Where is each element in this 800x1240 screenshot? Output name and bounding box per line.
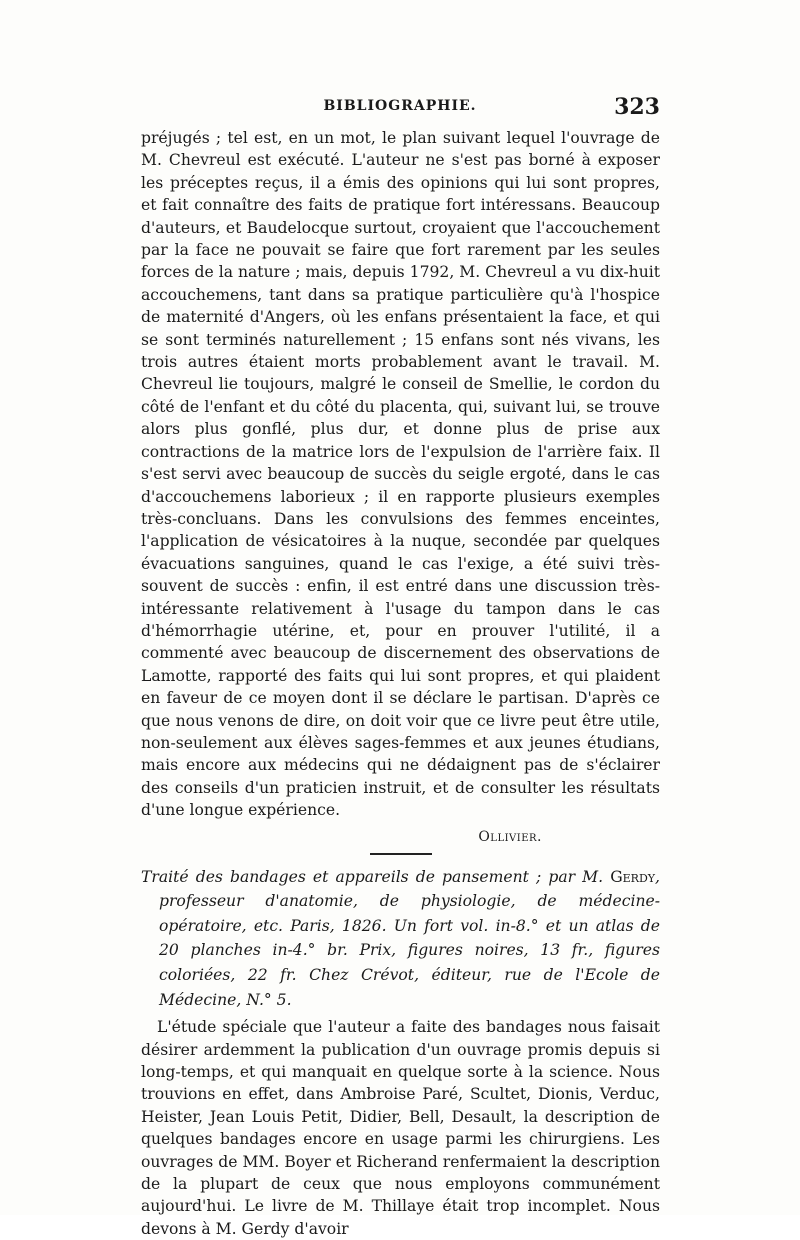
review-signature: Ollivier. bbox=[478, 828, 542, 845]
page-number: 323 bbox=[614, 94, 660, 120]
review-paragraph: L'étude spéciale que l'auteur a faite des bandages nous faisait désirer ardemment la publication d'un ouvrage promis depuis si long-temps, et qui manquait en quelque sorte à la science. Nous trouvions en effet, dans Ambroise Paré, Scultet, Dionis, Verduc, Heister, Jean Louis Petit, Didier, Bell, Desault, la description de quelques bandages encore en usage parmi les chirurgiens. Les ouvrages de MM. Boyer et Richerand renfermaient la description de la plupart de ceux que nous employons communément aujourd'hui. Le livre de M. Thillaye était trop incomplet. Nous devons à M. Gerdy d'avoir bbox=[141, 1018, 660, 1238]
citation-details: , professeur d'anatomie, de physiologie, de médecine-opératoire, etc. Paris, 1826. Un fort vol. in-8.° et un atlas de 20 planches in-4.° br. Prix, figures noires, 13 fr., figures coloriées, 22 fr. Chez Crévot, éditeur, rue de l'Ecole de Médecine, N.° 5. bbox=[159, 867, 661, 1009]
running-head: BIBLIOGRAPHIE. bbox=[323, 98, 477, 114]
citation-title: Traité des bandages et appareils de pansement ; par M. bbox=[141, 867, 604, 886]
review-paragraph: préjugés ; tel est, en un mot, le plan suivant lequel l'ouvrage de M. Chevreul est exécuté. L'auteur ne s'est pas borné à exposer les préceptes reçus, il a émis des opinions qui lui sont propres, et fait connaître des faits de pratique fort intéressans. Beaucoup d'auteurs, et Baudelocque surtout, croyaient que l'accouchement par la face ne pouvait se faire que fort rarement par les seules forces de la nature ; mais, depuis 1792, M. Chevreul a vu dix-huit accouchemens, tant dans sa pratique particulière qu'à l'hospice de maternité d'Angers, où les enfans présentaient la face, et qui se sont terminés naturellement ; 15 enfans sont nés vivans, les trois autres étaient morts probablement avant le travail. M. Chevreul lie toujours, malgré le conseil de Smellie, le cordon du côté de l'enfant et du côté du placenta, qui, suivant lui, se trouve alors plus gonflé, plus dur, et donne plus de prise aux contractions de la matrice lors de l'expulsion de l'arrière faix. Il s'est servi avec beaucoup de succès du seigle ergoté, dans le cas d'accouchemens laborieux ; il en rapporte plusieurs exemples très-concluans. Dans les convulsions des femmes enceintes, l'application de vésicatoires à la nuque, secondée par quelques évacuations sanguines, quand le cas l'exige, a été suivi très-souvent de succès : enfin, il est entré dans une discussion très-intéressante relativement à l'usage du tampon dans le cas d'hémorrhagie utérine, et, pour en prouver l'utilité, il a commenté avec beaucoup de discernement des observations de Lamotte, rapporté des faits qui lui sont propres, et qui plaident en faveur de ce moyen dont il se déclare le partisan. D'après ce que nous venons de dire, on doit voir que ce livre peut être utile, non-seulement aux élèves sages-femmes et aux jeunes étudians, mais encore aux médecins qui ne dédaignent pas de s'éclairer des conseils d'un praticien instruit, et de consulter les résultats d'une longue expérience. bbox=[141, 129, 660, 820]
section-divider bbox=[370, 853, 432, 855]
citation-author: Gerdy bbox=[610, 867, 656, 886]
page-header bbox=[140, 94, 660, 124]
book-citation bbox=[141, 865, 660, 1013]
body-text bbox=[141, 127, 660, 1240]
